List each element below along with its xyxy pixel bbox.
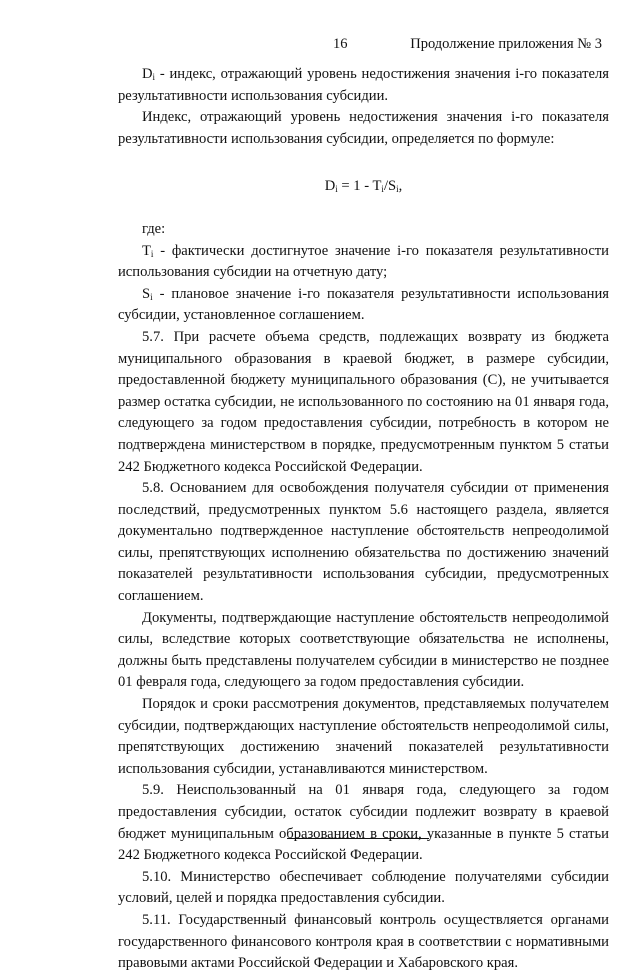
formula-d: D (324, 178, 336, 195)
formula-divide: /S (383, 178, 397, 195)
page-number: 16 (333, 36, 348, 52)
paragraph-di-definition (118, 64, 609, 107)
subscript-i: i (150, 248, 154, 259)
formula-t-subscript: i (381, 184, 384, 195)
formula-s-subscript: i (396, 184, 399, 195)
paragraph-formula-intro: Индекс, отражающий уровень недостижения значения i-го показателя результативности использования субсидии, определяется по формуле: (118, 109, 609, 147)
paragraph-text: - индекс, отражающий уровень недостижения значения i-го показателя результативности использования субсидии. (118, 66, 609, 104)
end-separator-line (287, 838, 429, 839)
paragraph-ti-definition (118, 241, 609, 284)
paragraph-5-9: 5.9. Неиспользованный на 01 января года, следующего за годом предоставления субсидии, остаток субсидии подлежит возврату в краевой бюджет муниципальным образованием в сроки, указанные в пункте 5 статьи 242 Бюджетного кодекса Российской Федерации. (118, 782, 609, 864)
formula (118, 176, 609, 198)
appendix-continuation-note: Продолжение приложения № 3 (410, 36, 602, 52)
formula-equals: = 1 - T (337, 178, 382, 195)
paragraph-order: Порядок и сроки рассмотрения документов, представляемых получателем субсидии, подтверждающих наступление обстоятельств непреодолимой силы, препятствующих достижению значений показателей результативности использования субсидии, устанавливаются министерством. (118, 696, 609, 777)
symbol-s: S (142, 285, 151, 302)
subscript-i: i (152, 72, 156, 82)
paragraph-5-8: 5.8. Основанием для освобождения получателя субсидии от применения последствий, предусмотренных пунктом 5.6 настоящего раздела, является документально подтвержденное наступление обстоятельств непреодолимой силы, препятствующих исполнению обязательства по достижению значений показателей результативности использования субсидии, предусмотренных соглашением. (118, 480, 609, 605)
paragraph-where: где: (142, 220, 166, 237)
paragraph-5-10: 5.10. Министерство обеспечивает соблюдение получателями субсидии условий, целей и порядка предоставления субсидии. (118, 868, 609, 907)
paragraph-text: - плановое значение i-го показателя результативности использования субсидии, установленное соглашением. (118, 285, 609, 324)
paragraph-text: - фактически достигнутое значение i-го показателя результативности использования субсидии на отчетную дату; (118, 242, 609, 281)
formula-d-subscript: i (335, 184, 338, 195)
formula-tail: , (398, 178, 403, 195)
symbol-t: T (142, 242, 151, 259)
paragraph-5-11: 5.11. Государственный финансовый контроль осуществляется органами государственного финансового контроля края в соответствии с нормативными правовыми актами Российской Федерации и Хабаровского края. (118, 911, 609, 972)
paragraph-si-definition (118, 284, 609, 327)
paragraph-5-7: 5.7. При расчете объема средств, подлежащих возврату из бюджета муниципального образования в краевой бюджет, в размере субсидии, предоставленной бюджету муниципального образования (C), не учитывается размер остатка субсидии, не использованного по состоянию на 01 января года, следующего за годом предоставления субсидии, потребность в котором не подтверждена министерством в порядке, предусмотренным пунктом 5 статьи 242 Бюджетного кодекса Российской Федерации. (118, 328, 609, 475)
symbol-d: D (142, 66, 153, 82)
subscript-i: i (150, 291, 153, 302)
paragraph-documents: Документы, подтверждающие наступление обстоятельств непреодолимой силы, вследствие которых соответствующие обязательства не исполнены, должны быть представлены получателем субсидии в министерство не позднее 01 февраля года, следующего за годом предоставления субсидии. (118, 609, 609, 691)
